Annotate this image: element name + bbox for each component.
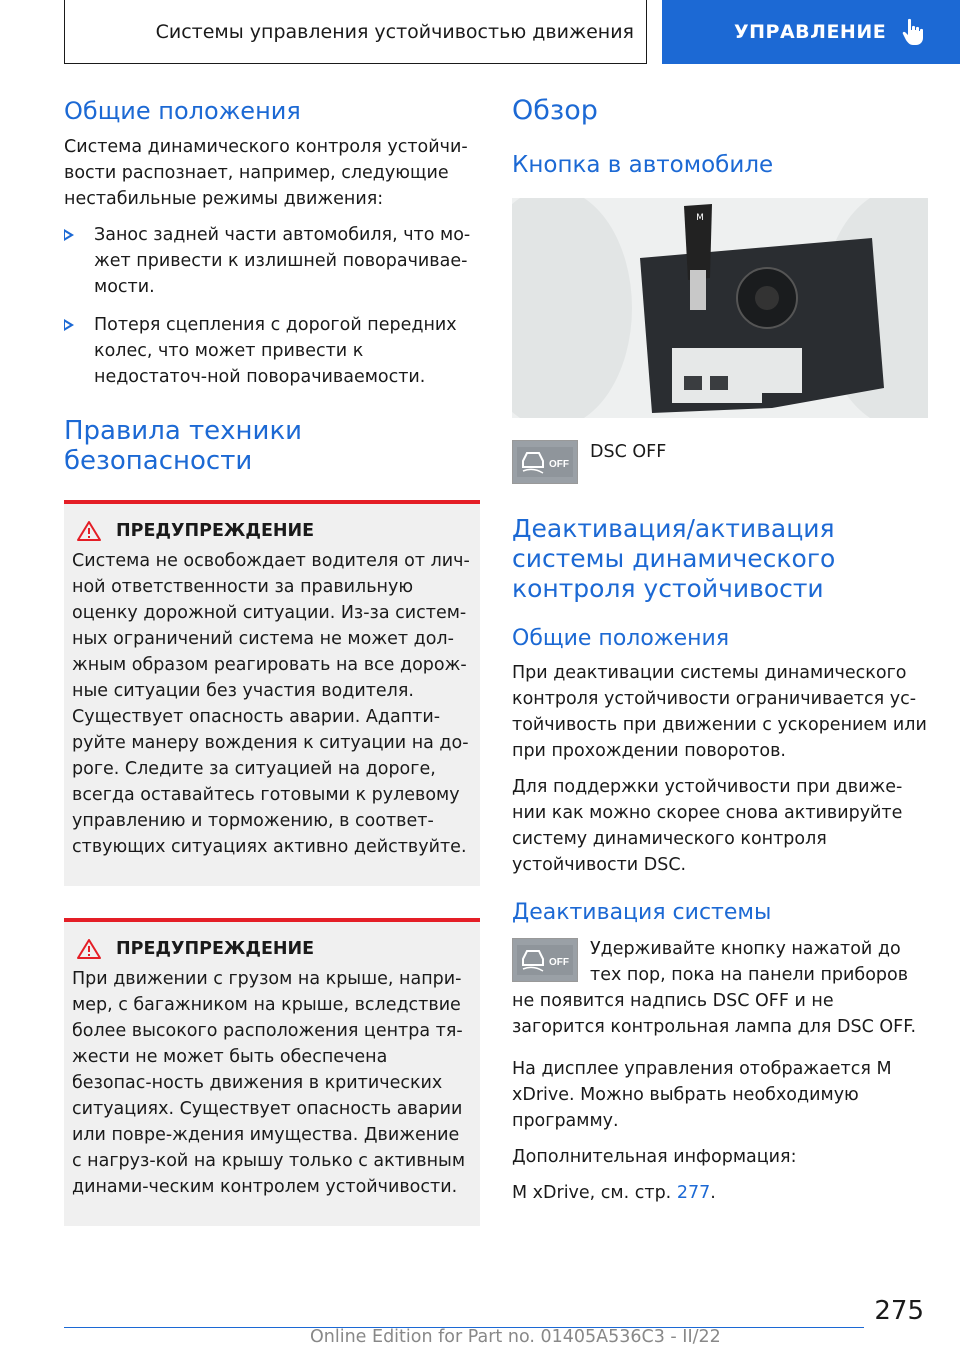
- deact-paragraph-2: Для поддержки устойчивости при движе-нии как можно скорее снова активируйте систему динамического контроля устойчивости DSC.: [512, 777, 903, 875]
- bullet-list: [64, 222, 480, 390]
- warning-box: [64, 918, 480, 1226]
- heading-deactivate-system: Деактивация системы: [512, 900, 772, 925]
- dsc-off-button-icon: [512, 938, 578, 982]
- center-console-photo: [512, 198, 928, 418]
- heading-deactivation: Деактивация/активация системы динамического контроля устойчивости: [512, 514, 836, 603]
- heading-general: Общие положения: [64, 97, 301, 125]
- warning-text: При движении с грузом на крыше, напри-мер, с багажником на крыше, вследствие более высокого расположения центра тя-жести не может быть обеспечена безопас-ность движения в критических ситуациях. Существует опасность аварии или повре-ждения имущества. Движение с нагруз-кой на крышу только с активным динами-ческим контролем устойчивости.: [72, 969, 466, 1197]
- header-section-label: Системы управления устойчивостью движения: [155, 20, 634, 43]
- heading-general-2: Общие положения: [512, 626, 730, 651]
- svg-text:M: M: [696, 213, 704, 223]
- list-item: Потеря сцепления с дорогой передних колес, что может привести к недостаточ-ной поворачиваемости.: [64, 312, 480, 390]
- bullet-triangle-icon: [64, 319, 74, 331]
- heading-button-in-car: Кнопка в автомобиле: [512, 152, 774, 178]
- warning-title: ПРЕДУПРЕЖДЕНИЕ: [72, 938, 472, 960]
- dsc-off-row: [512, 440, 928, 484]
- header-chapter-label: УПРАВЛЕНИЕ: [734, 21, 887, 43]
- deact-paragraph-5: Дополнительная информация:: [512, 1147, 797, 1167]
- svg-text:OFF: OFF: [549, 957, 569, 968]
- warning-box: [64, 500, 480, 886]
- center-console-image: [512, 198, 928, 418]
- svg-text:OFF: OFF: [549, 459, 569, 470]
- heading-overview: Обзор: [512, 95, 598, 126]
- hand-pointer-icon: [902, 18, 926, 46]
- header-section-title: [64, 0, 647, 64]
- right-column: [512, 96, 928, 1206]
- deact-paragraph-6: M xDrive, см. стр. 277.: [512, 1183, 716, 1203]
- bullet-triangle-icon: [64, 229, 74, 241]
- dsc-off-button-icon: [512, 440, 578, 484]
- page-number: 275: [874, 1296, 924, 1326]
- footer-edition: Online Edition for Part no. 01405A536C3 - II/22: [310, 1327, 721, 1347]
- warning-text: Система не освобождает водителя от лич-ной ответственности за правильную оценку дорожной ситуации. Из-за систем-ных ограничений система не может дол-жным образом реагировать на все дорож-ные ситуации без участия водителя. Существует опасность аварии. Адапти-руйте манеру вождения к ситуации на до-роге. Следите за ситуацией на дороге, всегда оставайтесь готовыми к рулевому управлению и торможению, в соответ-ствующих ситуациях активно действуйте.: [72, 551, 470, 857]
- heading-safety: Правила техники безопасности: [64, 416, 303, 476]
- intro-paragraph: Система динамического контроля устойчи-вости распознает, например, следующие нестабильные режимы движения:: [64, 137, 468, 209]
- page-link[interactable]: 277: [676, 1183, 711, 1203]
- list-item: Занос задней части автомобиля, что мо-жет привести к излишней поворачивае-мости.: [64, 222, 480, 300]
- deact-paragraph-1: При деактивации системы динамического контроля устойчивости ограничивается ус-тойчивость при движении с ускорением или при прохождении поворотов.: [512, 663, 927, 761]
- warning-triangle-icon: [76, 938, 102, 960]
- header-chapter-tab[interactable]: [662, 0, 960, 64]
- left-column: [64, 96, 480, 1226]
- dsc-off-label: DSC OFF: [590, 442, 667, 462]
- deactivate-instruction: [512, 936, 928, 1040]
- deact-paragraph-3: Удерживайте кнопку нажатой до тех пор, пока на панели приборов не появится надпись DSC OFF и не загорится контрольная лампа для DSC OFF.: [512, 939, 917, 1037]
- deact-paragraph-4: На дисплее управления отображается M xDrive. Можно выбрать необходимую программу.: [512, 1059, 892, 1131]
- warning-triangle-icon: [76, 520, 102, 542]
- warning-title: ПРЕДУПРЕЖДЕНИЕ: [72, 520, 472, 542]
